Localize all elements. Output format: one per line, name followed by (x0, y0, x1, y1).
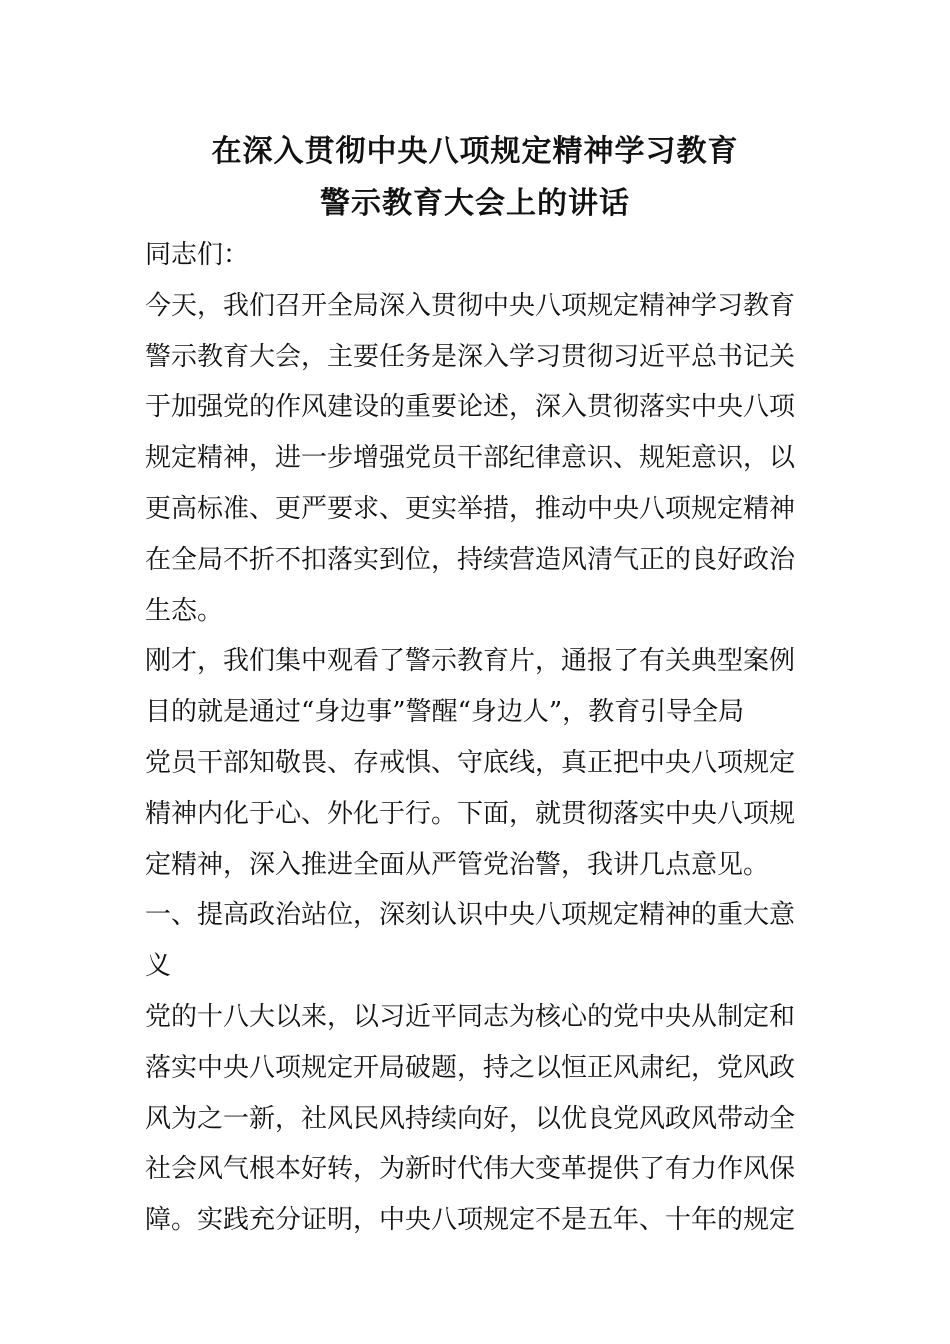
body-line: 今天，我们召开全局深入贯彻中央八项规定精神学习教育 (145, 290, 796, 321)
document-title-line-2: 警示教育大会上的讲话 (320, 186, 630, 221)
body-line: 警示教育大会，主要任务是深入学习贯彻习近平总书记关 (145, 341, 796, 372)
body-line: 障。实践充分证明，中央八项规定不是五年、十年的规定 (145, 1205, 796, 1236)
document-body (145, 230, 809, 1246)
body-line: 社会风气根本好转，为新时代伟大变革提供了有力作风保 (145, 1154, 796, 1185)
body-line: 刚才，我们集中观看了警示教育片，通报了有关典型案例 (145, 646, 796, 677)
body-line: 生态。 (145, 595, 224, 626)
body-line: 更高标准、更严要求、更实举措，推动中央八项规定精神 (145, 493, 796, 524)
body-line: 规定精神，进一步增强党员干部纪律意识、规矩意识，以 (145, 443, 796, 474)
section-heading: 一、提高政治站位，深刻认识中央八项规定精神的重大意 (145, 900, 796, 931)
body-line: 党的十八大以来，以习近平同志为核心的党中央从制定和 (145, 1001, 796, 1032)
body-line: 党员干部知敬畏、存戒惧、守底线，真正把中央八项规定 (145, 747, 796, 778)
salutation: 同志们： (145, 240, 250, 270)
body-line: 精神内化于心、外化于行。下面，就贯彻落实中央八项规 (145, 798, 796, 829)
document-title-line-1: 在深入贯彻中央八项规定精神学习教育 (211, 134, 739, 169)
body-line: 风为之一新，社风民风持续向好，以优良党风政风带动全 (145, 1103, 796, 1134)
body-line: 落实中央八项规定开局破题，持之以恒正风肃纪，党风政 (145, 1052, 796, 1083)
body-line: 在全局不折不扣落实到位，持续营造风清气正的良好政治 (145, 544, 796, 575)
body-line: 目的就是通过“身边事”警醒“身边人”，教育引导全局 (145, 697, 745, 728)
body-line: 定精神，深入推进全面从严管党治警，我讲几点意见。 (145, 849, 770, 880)
section-heading: 义 (145, 951, 172, 982)
body-line: 于加强党的作风建设的重要论述，深入贯彻落实中央八项 (145, 392, 796, 423)
